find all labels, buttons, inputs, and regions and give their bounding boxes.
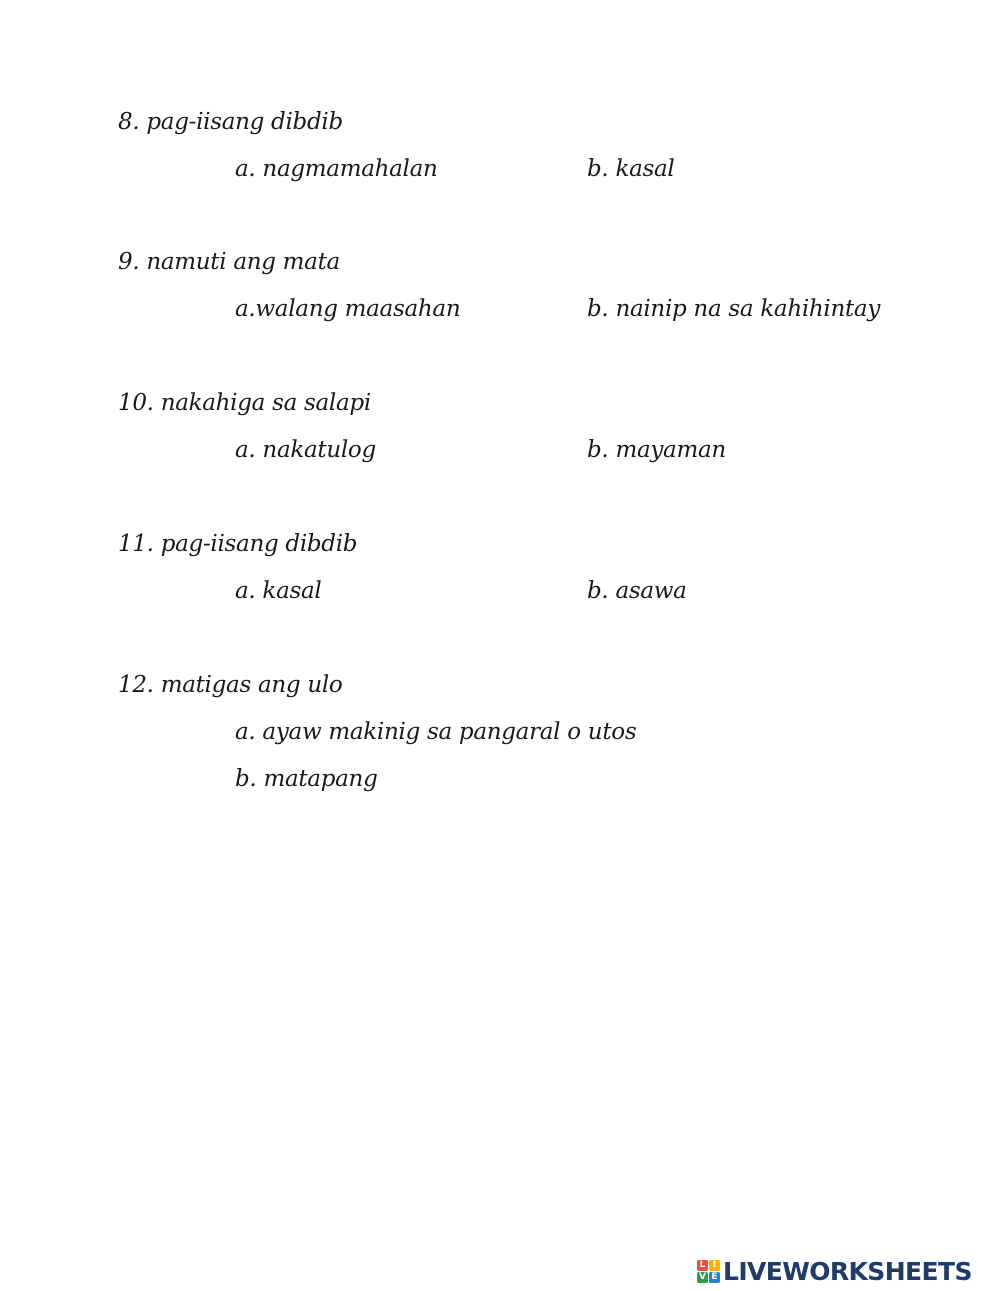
logo-wordmark: LIVEWORKSHEETS — [723, 1256, 972, 1286]
question-12: 12. matigas ang ulo — [118, 672, 343, 698]
logo-mark-letter: I — [709, 1260, 720, 1271]
question-8: 8. pag-iisang dibdib — [118, 109, 343, 135]
question-9-option-b[interactable]: b. nainip na sa kahihintay — [587, 296, 881, 322]
question-11: 11. pag-iisang dibdib — [118, 531, 358, 557]
question-10-option-a[interactable]: a. nakatulog — [235, 437, 376, 463]
live-logo-mark-icon — [697, 1260, 720, 1283]
logo-mark-letter: V — [697, 1272, 708, 1283]
question-9-option-a[interactable]: a.walang maasahan — [235, 296, 461, 322]
question-8-option-a[interactable]: a. nagmamahalan — [235, 156, 438, 182]
question-12-option-a[interactable]: a. ayaw makinig sa pangaral o utos — [235, 719, 637, 745]
question-10-option-b[interactable]: b. mayaman — [587, 437, 726, 463]
question-10: 10. nakahiga sa salapi — [118, 390, 371, 416]
logo-mark-letter: L — [697, 1260, 708, 1271]
question-11-option-b[interactable]: b. asawa — [587, 578, 687, 604]
question-11-option-a[interactable]: a. kasal — [235, 578, 322, 604]
logo-mark-letter: E — [709, 1272, 720, 1283]
question-8-option-b[interactable]: b. kasal — [587, 156, 675, 182]
question-12-option-b[interactable]: b. matapang — [235, 766, 378, 792]
liveworksheets-logo[interactable] — [697, 1254, 972, 1288]
question-9: 9. namuti ang mata — [118, 249, 340, 275]
